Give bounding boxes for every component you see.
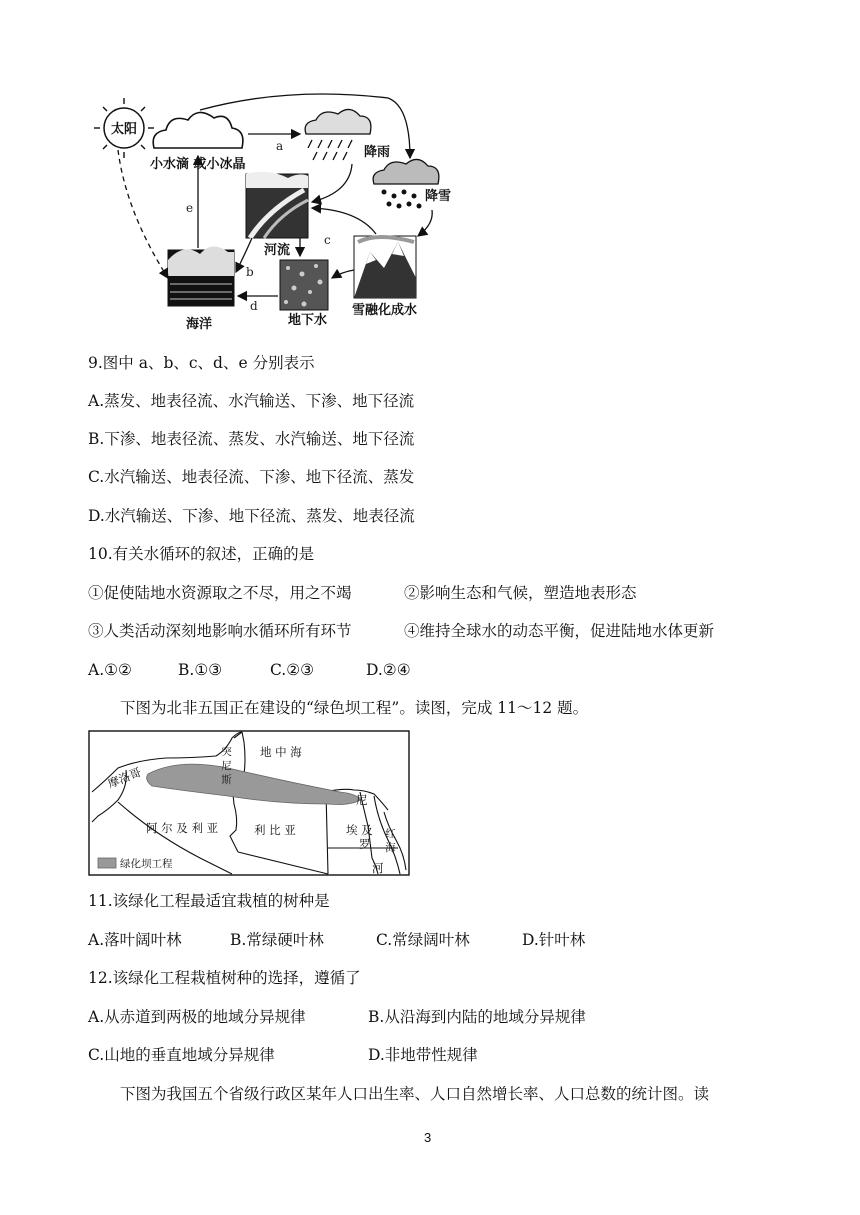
groundwater-label: 地下水: [288, 313, 328, 328]
ocean-icon: [168, 246, 234, 306]
rain-to-river-arrow: [312, 164, 352, 202]
q11-option-d[interactable]: D.针叶林: [522, 931, 586, 949]
label-nile: 尼: [356, 793, 368, 807]
q9-option-b[interactable]: B.下渗、地表径流、蒸发、水汽输送、地下径流: [88, 430, 415, 448]
sun-label: 太阳: [111, 122, 138, 137]
q11-option-b[interactable]: B.常绿硬叶林: [230, 931, 324, 949]
q10-option-b[interactable]: B.①③: [178, 661, 223, 679]
snow-label: 降雪: [425, 189, 452, 204]
snowmelt-to-groundwater-arrow: [332, 270, 354, 278]
snowmelt-icon: [354, 236, 416, 298]
intro-next: 下图为我国五个省级行政区某年人口出生率、人口自然增长率、人口总数的统计图。读: [120, 1085, 710, 1103]
q10-stem: 10.有关水循环的叙述，正确的是: [88, 545, 315, 563]
q11-option-c[interactable]: C.常绿阔叶林: [376, 931, 470, 949]
snowmelt-label: 雪融化成水: [352, 303, 418, 318]
snowmelt-to-river-arrow: [312, 208, 376, 234]
label-tunisia: 突 尼 斯: [220, 746, 232, 785]
ocean-label: 海洋: [186, 317, 213, 332]
arrow-a-label: a: [276, 139, 284, 153]
q10-option-d[interactable]: D.②④: [366, 661, 411, 679]
intro-11-12: 下图为北非五国正在建设的“绿色坝工程”。读图，完成 11～12 题。: [120, 699, 589, 717]
page-number: 3: [424, 1130, 432, 1145]
legend-swatch: [98, 858, 116, 868]
q10-statement-4: ④维持全球水的动态平衡，促进陆地水体更新: [404, 622, 715, 640]
q9-option-c[interactable]: C.水汽输送、地表径流、下渗、地下径流、蒸发: [88, 468, 415, 486]
cloud-icon: [153, 112, 243, 148]
q11-stem: 11.该绿化工程最适宜栽植的树种是: [88, 892, 330, 910]
snow-to-snowmelt-arrow: [418, 210, 432, 236]
arrow-e-label: e: [186, 201, 194, 215]
arrow-b-label: b: [246, 265, 254, 279]
river-label: 河流: [264, 243, 291, 258]
water-cycle-diagram: [88, 92, 460, 340]
q10-statement-1: ①促使陆地水资源取之不尽，用之不竭: [88, 584, 352, 602]
q10-statement-3: ③人类活动深刻地影响水循环所有环节: [88, 622, 352, 640]
q10-option-a[interactable]: A.①②: [88, 661, 132, 679]
legend-label: 绿化坝工程: [120, 858, 173, 870]
label-algeria: 阿 尔 及 利 亚: [146, 821, 219, 835]
q12-option-b[interactable]: B.从沿海到内陆的地域分异规律: [368, 1008, 586, 1026]
label-egypt-2: 罗: [359, 837, 371, 851]
label-morocco: 摩洛哥: [105, 764, 144, 791]
label-red-sea: 红 海: [384, 828, 396, 853]
droplets-label: 小水滴 或小冰晶: [150, 157, 246, 172]
arrow-d-label: d: [250, 299, 258, 313]
river-icon: [246, 172, 308, 238]
label-river: 河: [372, 861, 384, 875]
label-mediterranean: 地 中 海: [260, 745, 302, 759]
label-egypt: 埃 及: [346, 823, 373, 837]
rain-label: 降雨: [364, 145, 391, 160]
q11-option-a[interactable]: A.落叶阔叶林: [88, 931, 182, 949]
q12-option-c[interactable]: C.山地的垂直地域分异规律: [88, 1046, 275, 1064]
rain-cloud-icon: [305, 109, 371, 160]
groundwater-icon: [280, 260, 328, 310]
label-libya: 利 比 亚: [254, 823, 296, 837]
q9-stem: 9.图中 a、b、c、d、e 分别表示: [88, 354, 315, 372]
arrow-c-label: c: [324, 233, 331, 247]
q12-option-a[interactable]: A.从赤道到两极的地域分异规律: [88, 1008, 306, 1026]
q10-statement-2: ②影响生态和气候，塑造地表形态: [404, 584, 637, 602]
north-africa-map: [88, 730, 410, 876]
q9-option-a[interactable]: A.蒸发、地表径流、水汽输送、下渗、地下径流: [88, 392, 415, 410]
q9-option-d[interactable]: D.水汽输送、下渗、地下径流、蒸发、地表径流: [88, 507, 415, 525]
q12-stem: 12.该绿化工程栽植树种的选择，遵循了: [88, 969, 361, 987]
q10-option-c[interactable]: C.②③: [270, 661, 315, 679]
q12-option-d[interactable]: D.非地带性规律: [368, 1046, 478, 1064]
